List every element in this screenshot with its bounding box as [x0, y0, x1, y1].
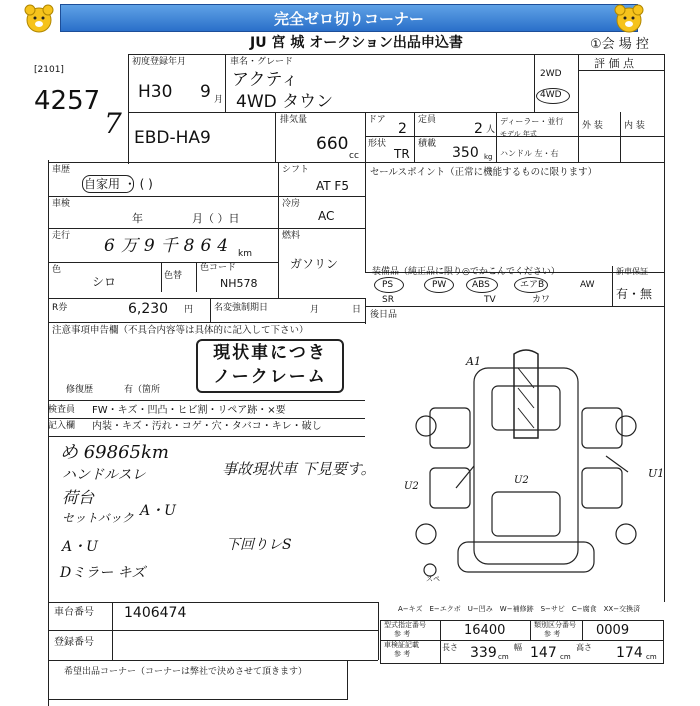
equipment-item: SR [382, 295, 394, 305]
eval-label: 評 価 点 [594, 57, 634, 70]
first-reg-year: H30 [138, 82, 173, 102]
dims-label: 車検証記載 [384, 641, 419, 649]
rule [496, 112, 497, 162]
transfer-month: 月 [310, 305, 320, 315]
stamp-line1: 現状車につき [213, 343, 327, 363]
rule [128, 112, 578, 113]
rule [278, 162, 279, 298]
rule [530, 620, 531, 640]
type-cert-sub: 参 考 [394, 630, 411, 638]
stamp-line2: ノークレーム [213, 367, 327, 387]
sales-point-label: セールスポイント（正常に機能するものに限ります） [370, 167, 598, 178]
month-unit: 月 [214, 95, 224, 105]
class-code-label: 類別区分番号 [534, 621, 576, 629]
warranty-value: 有・無 [616, 287, 653, 301]
shape-label: 形状 [368, 139, 387, 149]
height-label: 高さ [576, 643, 592, 652]
equipment-circle [374, 277, 404, 293]
rule [612, 266, 613, 306]
width-unit: cm [560, 653, 571, 661]
color-swatch-label: 色替 [164, 271, 183, 281]
handwritten-note: Dミラー キズ [60, 565, 146, 581]
class-code-sub: 参 考 [544, 630, 561, 638]
width-label: 幅 [514, 643, 522, 652]
recycle-value: 6,230 [128, 301, 169, 317]
transfer-label: 名変強制期日 [214, 303, 269, 313]
rule [380, 640, 664, 641]
rule [534, 54, 535, 112]
capacity-label: 定員 [418, 115, 437, 125]
equipment-item: カワ [532, 295, 551, 305]
handwritten-note: A・U [140, 503, 176, 519]
length-value: 339 [470, 645, 497, 661]
car-damage-diagram [396, 348, 660, 588]
model-name: アクティ [232, 70, 299, 90]
diagram-footer: スペ [426, 575, 440, 583]
rule [48, 262, 278, 263]
bear-mascot-icon [22, 2, 56, 36]
color-value: シロ [92, 275, 117, 289]
class-code-value: 0009 [596, 623, 630, 638]
damage-mark: U2 [514, 475, 529, 486]
rule [578, 70, 664, 71]
checker-row2: 内装・キズ・汚れ・コゲ・穴・タバコ・キレ・破し [92, 421, 322, 432]
equipment-item: TV [484, 295, 496, 305]
history-label: 車歴 [52, 165, 71, 175]
registration-label: 登録番号 [54, 637, 94, 648]
doors-value: 2 [398, 121, 407, 137]
height-value: 174 [616, 645, 643, 661]
notes-label: 注意事項申告欄（不具合内容等は具体的に記入して下さい） [52, 325, 309, 336]
venue-copy-label: ①会 場 控 [590, 37, 649, 52]
displacement-label: 排気量 [280, 115, 308, 125]
inspection-month: 月（ ）日 [192, 212, 240, 225]
model-year-label: モデル 年式 [500, 130, 537, 138]
equipment-item: AW [580, 280, 595, 290]
handle-label: ハンドル 左・右 [500, 149, 559, 158]
color-code-label: 色コード [200, 263, 237, 273]
rule [196, 262, 197, 292]
handwritten-note: 荷台 [62, 488, 95, 507]
rule [225, 54, 226, 112]
type-cert-label: 型式指定番号 [384, 621, 426, 629]
shape-value: TR [394, 147, 410, 161]
wish-label: 希望出品コーナー（コーナーは弊社で決めさせて頂きます） [64, 667, 308, 677]
recycle-unit: 円 [184, 305, 194, 315]
handwritten-note: 下回りレS [226, 537, 292, 553]
rule [48, 400, 365, 401]
first-reg-label: 初度登録年月 [132, 57, 187, 67]
warranty-label: 新車保証 [616, 267, 648, 276]
load-unit: kg [484, 153, 493, 161]
rule [365, 136, 578, 137]
wish-box [48, 660, 348, 700]
handwritten-mileage: め 69865km [60, 442, 169, 463]
shift-label: シフト [282, 165, 310, 175]
color-code: NH578 [220, 277, 258, 290]
checker-row1: FW・キズ・凹凸・ヒビ割・リペア跡・×要 [92, 405, 286, 416]
rule [48, 602, 378, 603]
bear-mascot-icon [612, 2, 646, 36]
first-reg-month: 9 [200, 82, 211, 102]
rule [48, 322, 365, 323]
transfer-day: 日 [352, 305, 362, 315]
damage-mark: A1 [466, 355, 481, 368]
inspection-year: 年 [132, 212, 143, 225]
mileage-value: 6万9千864 [104, 236, 235, 256]
type-cert-value: 16400 [464, 623, 506, 638]
equipment-item: PW [432, 280, 447, 290]
rule [48, 228, 365, 229]
length-unit: cm [498, 653, 509, 661]
chassis-value: 1406474 [124, 605, 187, 621]
banner-title: 完全ゼロ切りコーナー [273, 9, 424, 28]
rule [48, 298, 365, 299]
inspection-label: 車検 [52, 199, 71, 209]
rule [112, 602, 113, 660]
displacement-value: 660 [316, 134, 349, 154]
rule [365, 306, 664, 307]
equipment-circle [466, 277, 498, 293]
handwritten-note: セットバック [62, 511, 134, 525]
dims-sub: 参 考 [394, 650, 411, 658]
doors-label: ドア [368, 115, 386, 125]
equipment-circle [514, 277, 548, 293]
interior-label: 内 装 [624, 121, 645, 131]
rule [48, 196, 365, 197]
handwritten-mark: 7 [104, 107, 122, 140]
equipment-label: 装備品（純正品に限り◎でかこんでください） [372, 267, 560, 277]
rule [440, 620, 441, 664]
damage-mark: U2 [404, 481, 419, 492]
frame-right [664, 54, 665, 602]
rear-seat-label: 後日品 [370, 310, 398, 320]
displacement-unit: cc [349, 151, 359, 161]
equipment-item: ABS [472, 280, 490, 290]
recycle-label: R券 [52, 303, 68, 313]
drive-2wd: 2WD [540, 69, 562, 79]
rule [414, 112, 415, 162]
checker-row2-label: 記入欄 [48, 421, 76, 431]
repair-value: 有（箇所 [124, 385, 161, 395]
aircon-label: 冷房 [282, 199, 301, 209]
shift-value: AT F5 [316, 179, 349, 193]
capacity-unit: 人 [486, 125, 496, 135]
rule [161, 262, 162, 292]
color-label: 色 [52, 265, 62, 275]
lot-number: 4257 [34, 86, 101, 116]
model-code: EBD-HA9 [134, 128, 211, 148]
rule [365, 298, 366, 324]
exterior-label: 外 装 [582, 121, 603, 131]
rule [48, 162, 664, 163]
repair-label: 修復歴 [66, 385, 94, 395]
dealer-label: ディーラー・並行 [500, 117, 564, 126]
damage-mark: U1 [648, 467, 665, 480]
rule [128, 54, 129, 164]
load-label: 積載 [418, 139, 437, 149]
rule [128, 54, 664, 55]
form-code: [2101] [34, 65, 64, 75]
rule [582, 620, 583, 640]
rule [365, 112, 366, 162]
equipment-item: エアB [520, 280, 545, 290]
rule [365, 162, 366, 272]
height-unit: cm [646, 653, 657, 661]
rule [48, 418, 365, 419]
capacity-value: 2 [474, 121, 483, 137]
rule [620, 112, 621, 162]
handwritten-note: ハンドルスレ [62, 467, 146, 483]
drive-4wd: 4WD [540, 90, 562, 100]
history-value: 自家用 ・ ( ) [84, 177, 153, 191]
model-grade: 4WD タウン [236, 92, 334, 112]
handwritten-note: A・U [62, 539, 98, 555]
fuel-value: ガソリン [290, 257, 339, 271]
load-value: 350 [452, 145, 479, 161]
history-circle [82, 175, 134, 193]
aircon-value: AC [318, 209, 335, 223]
model-label: 車名・グレード [230, 57, 294, 67]
rule [378, 602, 379, 660]
mileage-unit: km [238, 249, 252, 259]
venue-title: JU 宮 城 オークション出品申込書 [250, 35, 463, 51]
width-value: 147 [530, 645, 557, 661]
no-claim-stamp [196, 339, 344, 393]
equipment-item: PS [382, 280, 394, 290]
damage-legend: A−キズ E−エクボ U−凹み W−補修跡 S−サビ C−腐食 XX−交換済 [398, 605, 641, 613]
chassis-label: 車台番号 [54, 607, 94, 618]
length-label: 長さ [442, 643, 458, 652]
rule [48, 436, 365, 437]
frame-left [48, 160, 49, 706]
checker-label: 検査員 [48, 405, 76, 415]
handwritten-note: 事故現状車 下見要す。 [222, 460, 376, 478]
rule [578, 136, 664, 137]
rule [48, 630, 378, 631]
rule [210, 298, 211, 322]
rule [275, 112, 276, 162]
banner [60, 4, 638, 32]
equipment-circle [424, 277, 454, 293]
mileage-label: 走行 [52, 231, 71, 241]
fuel-label: 燃料 [282, 231, 301, 241]
